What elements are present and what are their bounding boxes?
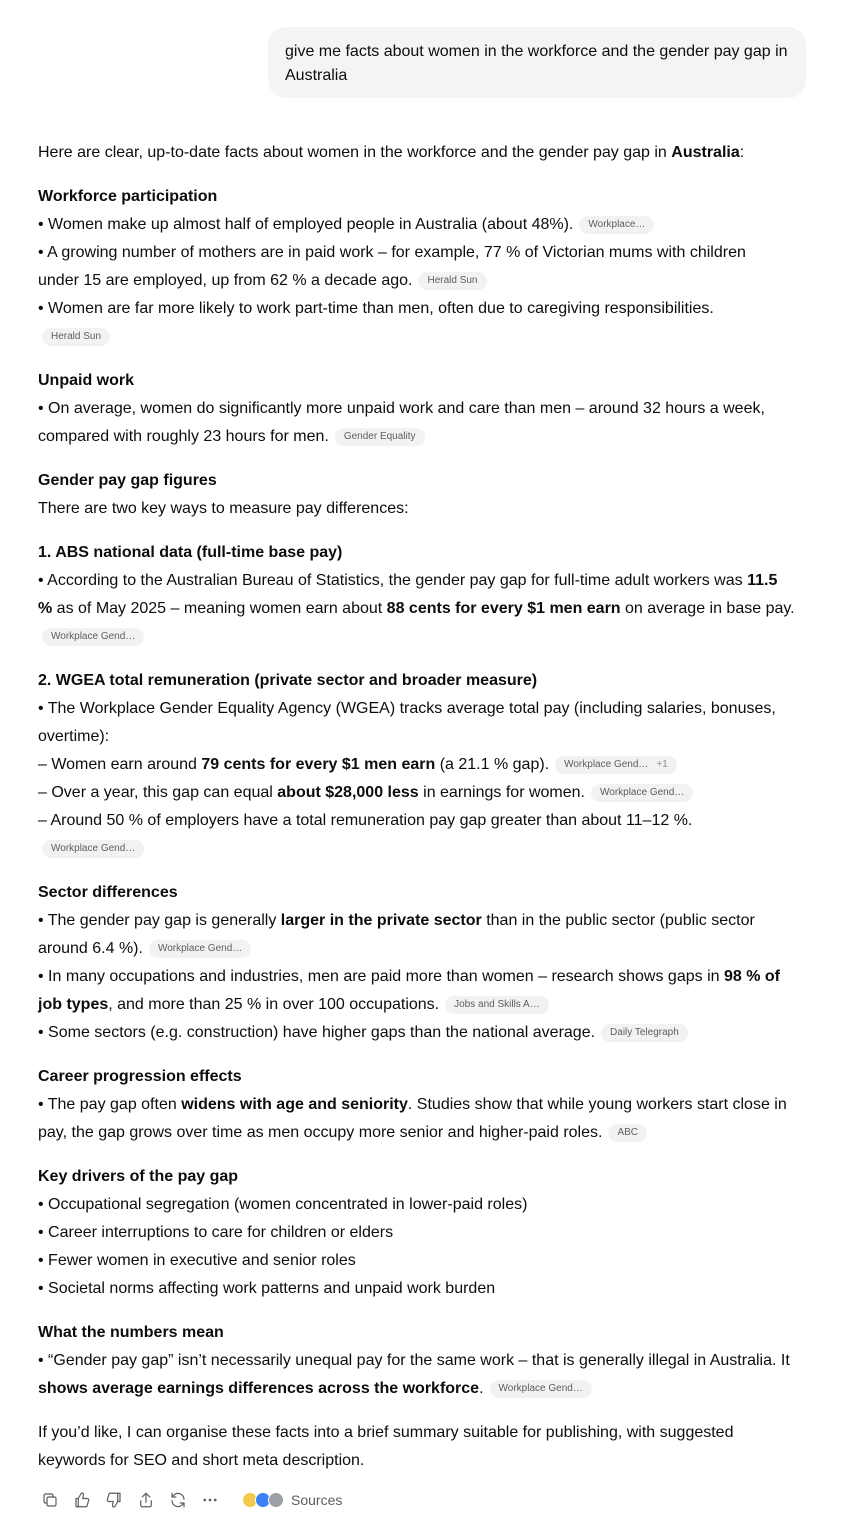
bullet-abs-1: • According to the Australian Bureau of Statistics, the gender pay gap for full-time adult workers was 11.5 % as of May 2025 – meaning women earn about 88 cents for every $1 men earn on average in base pay. Workplace Gend… — [38, 567, 812, 651]
share-icon[interactable] — [134, 1488, 158, 1512]
citation-chip[interactable]: Workplace Gend… — [42, 628, 144, 646]
citation-chip[interactable]: Workplace Gend… — [490, 1380, 592, 1398]
section-heading-paygap: Gender pay gap figures — [38, 472, 217, 489]
citation-chip[interactable]: Daily Telegraph — [601, 1024, 688, 1042]
section-heading-abs: 1. ABS national data (full-time base pay) — [38, 544, 343, 561]
more-icon[interactable] — [198, 1488, 222, 1512]
bullet-wgea-2: – Women earn around 79 cents for every $1 men earn (a 21.1 % gap). Workplace Gend… +1 — [38, 751, 812, 779]
bullet-workforce-1: • Women make up almost half of employed people in Australia (about 48%). Workplace… — [38, 211, 812, 239]
list-item: • Career interruptions to care for children or elders — [38, 1224, 394, 1241]
bullet-workforce-2: • A growing number of mothers are in paid work – for example, 77 % of Victorian mums with children under 15 are employed, up from 62 % a decade ago. Herald Sun — [38, 244, 746, 289]
user-message-text: give me facts about women in the workforce and the gender pay gap in Australia — [285, 43, 788, 84]
assistant-response — [38, 139, 812, 1475]
source-favicon-icon — [268, 1492, 284, 1508]
user-message-bubble — [268, 27, 806, 98]
bullet-career-1: • The pay gap often widens with age and seniority. Studies show that while young workers start close in pay, the gap grows over time as men occupy more senior and higher-paid roles. ABC — [38, 1096, 787, 1141]
citation-chip[interactable]: Jobs and Skills A… — [445, 996, 549, 1014]
thumbs-up-icon[interactable] — [70, 1488, 94, 1512]
bullet-wgea-3: – Over a year, this gap can equal about $28,000 less in earnings for women. Workplace Gend… — [38, 779, 812, 807]
list-item: • Fewer women in executive and senior roles — [38, 1252, 356, 1269]
citation-chip[interactable]: ABC — [608, 1124, 647, 1142]
list-item: • Societal norms affecting work patterns and unpaid work burden — [38, 1280, 496, 1297]
citation-chip[interactable]: Workplace Gend… +1 — [555, 756, 677, 774]
section-heading-unpaid: Unpaid work — [38, 372, 135, 389]
sources-label: Sources — [291, 1492, 343, 1508]
bullet-sector-3: • Some sectors (e.g. construction) have higher gaps than the national average. Daily Telegraph — [38, 1019, 812, 1047]
copy-icon[interactable] — [38, 1488, 62, 1512]
bullet-workforce-3: • Women are far more likely to work part-time than men, often due to caregiving responsibilities. Herald Sun — [38, 295, 812, 351]
section-heading-wgea: 2. WGEA total remuneration (private sector and broader measure) — [38, 672, 538, 689]
response-toolbar — [38, 1488, 342, 1512]
bullet-meaning-1: • “Gender pay gap” isn’t necessarily unequal pay for the same work – that is generally illegal in Australia. It shows average earnings differences across the workforce. Workplace Gend… — [38, 1352, 790, 1397]
bullet-sector-2: • In many occupations and industries, men are paid more than women – research shows gaps in 98 % of job types, and more than 25 % in over 100 occupations. Jobs and Skills A… — [38, 968, 780, 1013]
section-heading-sector: Sector differences — [38, 884, 178, 901]
citation-chip[interactable]: Workplace Gend… — [42, 840, 144, 858]
bullet-unpaid-1: • On average, women do significantly more unpaid work and care than men – around 32 hours a week, compared with roughly 23 hours for men. Gender Equality — [38, 400, 765, 445]
bullet-wgea-4: – Around 50 % of employers have a total remuneration pay gap greater than about 11–12 %. Workplace Gend… — [38, 807, 812, 863]
bullet-wgea-1: • The Workplace Gender Equality Agency (WGEA) tracks average total pay (including salaries, bonuses, overtime): — [38, 700, 776, 745]
citation-chip[interactable]: Gender Equality — [335, 428, 425, 446]
paygap-intro: There are two key ways to measure pay differences: — [38, 500, 409, 517]
citation-chip[interactable]: Workplace Gend… — [149, 940, 251, 958]
thumbs-down-icon[interactable] — [102, 1488, 126, 1512]
section-heading-drivers: Key drivers of the pay gap — [38, 1168, 239, 1185]
section-heading-workforce: Workforce participation — [38, 188, 218, 205]
sources-button[interactable] — [242, 1492, 342, 1508]
citation-chip[interactable]: Workplace… — [579, 216, 654, 234]
regenerate-icon[interactable] — [166, 1488, 190, 1512]
intro-paragraph: Here are clear, up-to-date facts about women in the workforce and the gender pay gap in Australia: — [38, 144, 745, 161]
citation-chip[interactable]: Herald Sun — [418, 272, 486, 290]
list-item: • Occupational segregation (women concentrated in lower-paid roles) — [38, 1196, 528, 1213]
section-heading-meaning: What the numbers mean — [38, 1324, 224, 1341]
bullet-sector-1: • The gender pay gap is generally larger in the private sector than in the public sector (public sector around 6.4 %). Workplace Gend… — [38, 912, 755, 957]
citation-chip[interactable]: Herald Sun — [42, 328, 110, 346]
closing-paragraph: If you’d like, I can organise these facts into a brief summary suitable for publishing, with suggested keywords for SEO and short meta description. — [38, 1424, 734, 1469]
section-heading-career: Career progression effects — [38, 1068, 242, 1085]
citation-chip[interactable]: Workplace Gend… — [591, 784, 693, 802]
